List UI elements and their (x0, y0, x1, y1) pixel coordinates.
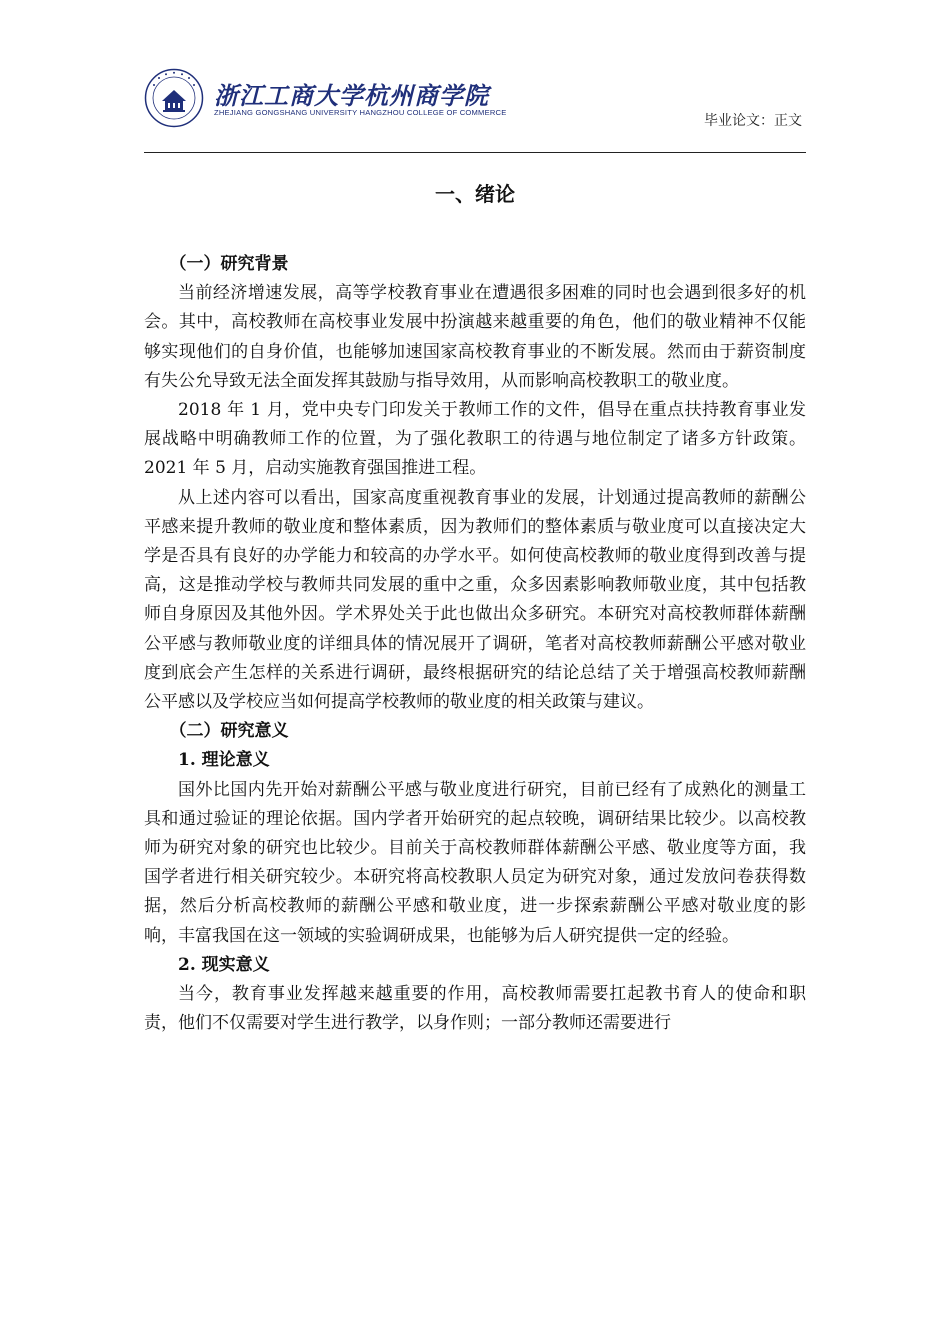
chapter-title: 一、绪论 (435, 182, 515, 206)
paragraph: 国外比国内先开始对薪酬公平感与敬业度进行研究，目前已经有了成熟化的测量工具和通过验证的理论依据。国内学者开始研究的起点较晚，调研结果比较少。以高校教师为研究对象的研究也比较少。目前关于高校教师群体薪酬公平感、敬业度等方面，我国学者进行相关研究较少。本研究将高校教职人员定为研究对象，通过发放问卷获得数据，然后分析高校教师的薪酬公平感和敬业度，进一步探索薪酬公平感对敬业度的影响，丰富我国在这一领域的实验调研成果，也能够为后人研究提供一定的经验。 (144, 779, 806, 946)
page-header (144, 62, 806, 153)
subsection-heading-practice: 2. 现实意义 (178, 954, 270, 975)
university-seal-logo (144, 68, 204, 128)
body-content (144, 250, 806, 1038)
section-heading-significance: （二）研究意义 (169, 721, 289, 742)
document-label: 毕业论文：正文 (704, 113, 802, 129)
section-heading-background: （一）研究背景 (169, 254, 289, 274)
logo-english-name: ZHEJIANG GONGSHANG UNIVERSITY HANGZHOU COLLEGE OF COMMERCE (214, 108, 507, 117)
logo-chinese-name: 浙江工商大学杭州商学院 (214, 81, 489, 110)
subsection-heading-theory: 1. 理论意义 (178, 750, 270, 771)
paragraph: 当今，教育事业发挥越来越重要的作用，高校教师需要扛起教书育人的使命和职责，他们不仅需要对学生进行教学，以身作则；一部分教师还需要进行 (144, 984, 806, 1034)
paragraph: 从上述内容可以看出，国家高度重视教育事业的发展，计划通过提高教师的薪酬公平感来提升教师的敬业度和整体素质，因为教师们的整体素质与敬业度可以直接决定大学是否具有良好的办学能力和较高的办学水平。如何使高校教师的敬业度得到改善与提高，这是推动学校与教师共同发展的重中之重，众多因素影响教师敬业度，其中包括教师自身原因及其他外因。学术界处关于此也做出众多研究。本研究对高校教师群体薪酬公平感与教师敬业度的详细具体的情况展开了调研，笔者对高校教师薪酬公平感对敬业度到底会产生怎样的关系进行调研，最终根据研究的结论总结了关于增强高校教师薪酬公平感以及学校应当如何提高学校教师的敬业度的相关政策与建议。 (144, 487, 806, 713)
paragraph: 2018 年 1 月，党中央专门印发关于教师工作的文件，倡导在重点扶持教育事业发展战略中明确教师工作的位置，为了强化教职工的待遇与地位制定了诸多方针政策。2021 年 5 月，启动实施教育强国推进工程。 (144, 400, 806, 479)
paragraph: 当前经济增速发展，高等学校教育事业在遭遇很多困难的同时也会遇到很多好的机会。其中，高校教师在高校事业发展中扮演越来越重要的角色，他们的敬业精神不仅能够实现他们的自身价值，也能够加速国家高校教育事业的不断发展。然而由于薪资制度有失公允导致无法全面发挥其鼓励与指导效用，从而影响高校教职工的敬业度。 (144, 283, 806, 391)
